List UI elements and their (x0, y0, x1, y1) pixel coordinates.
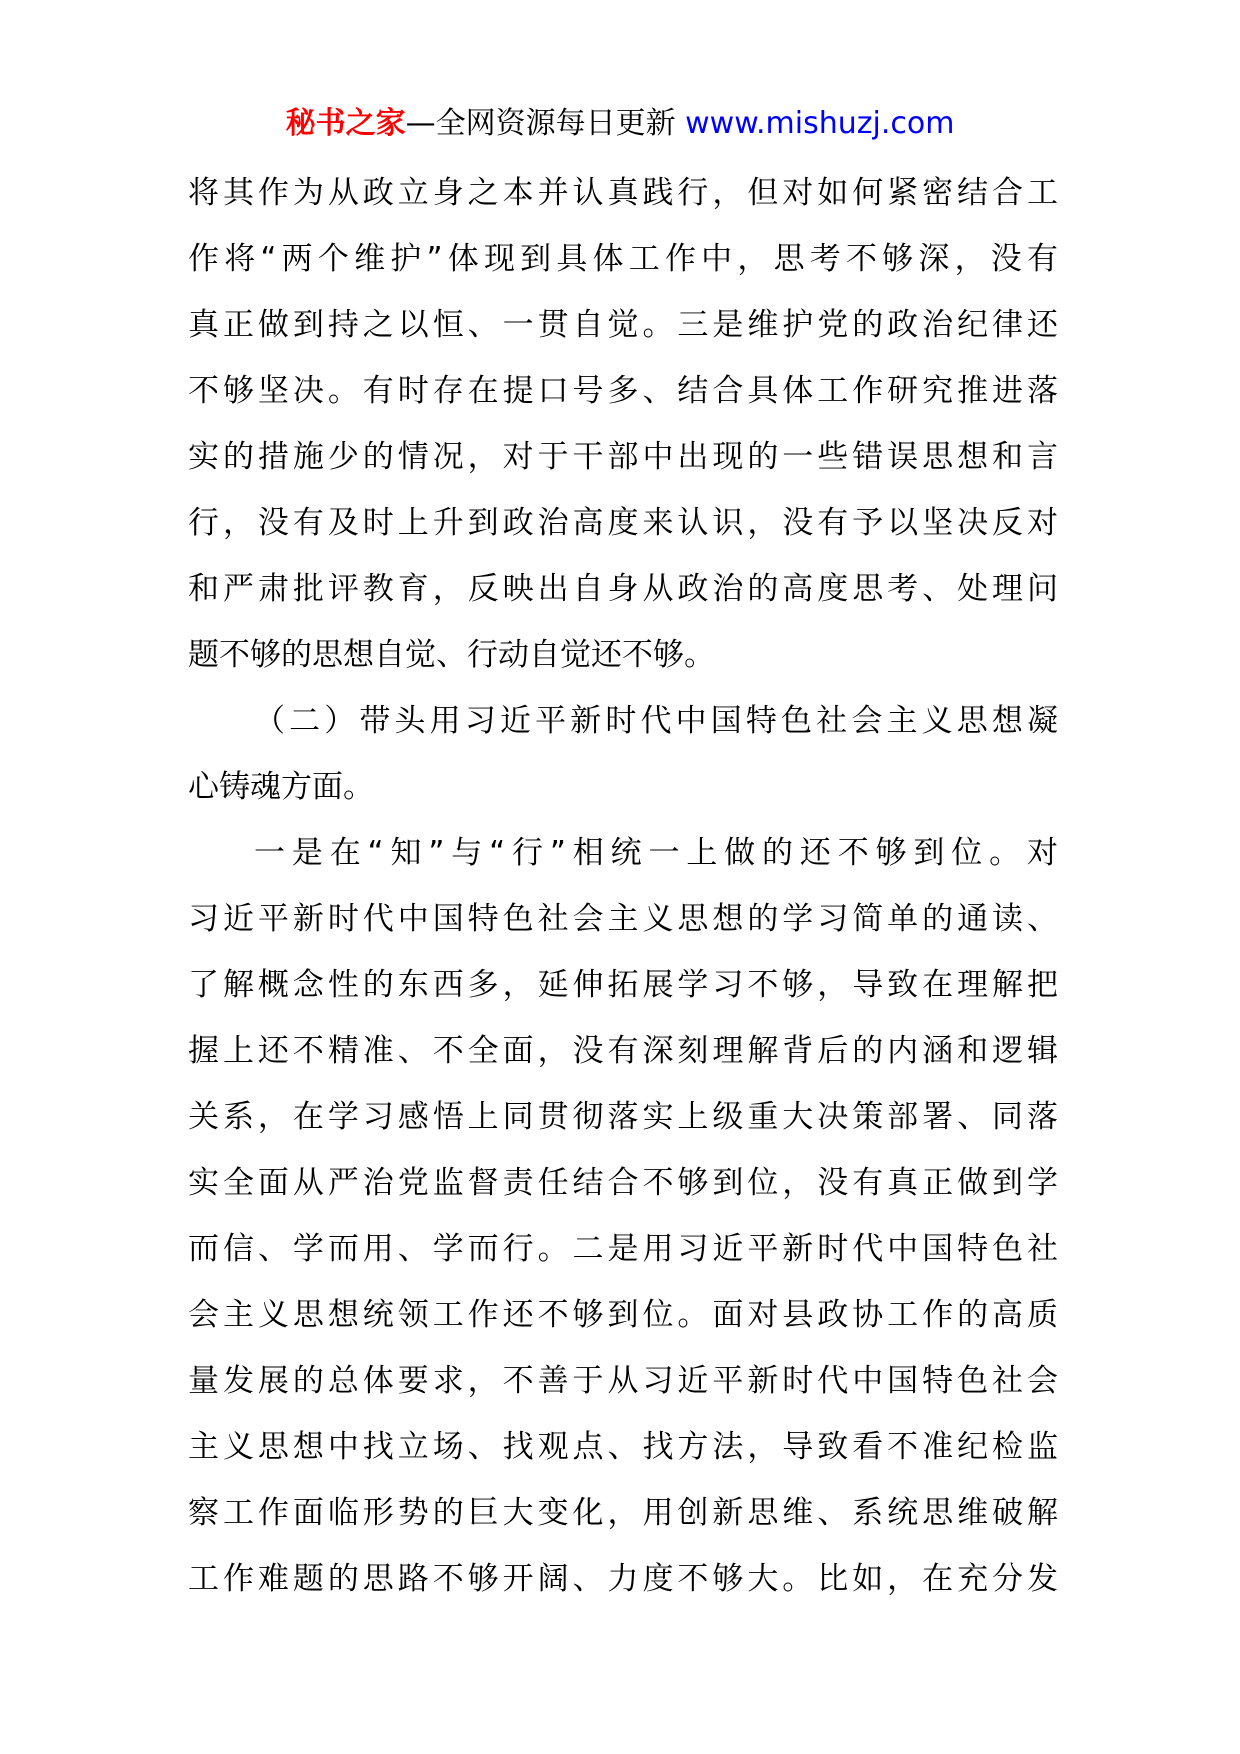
body-line: 实全面从严治党监督责任结合不够到位，没有真正做到学 (188, 1165, 1058, 1201)
body-line: 会主义思想统领工作还不够到位。面对县政协工作的高质 (188, 1297, 1058, 1333)
page-header (0, 104, 1240, 144)
header-brand: 秘书之家 (285, 106, 406, 141)
body-line: 题不够的思想自觉、行动自觉还不够。 (188, 637, 715, 673)
document-body (188, 160, 1058, 1612)
body-line: 了解概念性的东西多，延伸拓展学习不够，导致在理解把 (188, 967, 1058, 1003)
body-line: 关系，在学习感悟上同贯彻落实上级重大决策部署、同落 (188, 1099, 1058, 1135)
body-line: 真正做到持之以恒、一贯自觉。三是维护党的政治纪律还 (188, 307, 1058, 343)
body-line: 一是在“知”与“行”相统一上做的还不够到位。对 (254, 835, 1058, 871)
body-line: 主义思想中找立场、找观点、找方法，导致看不准纪检监 (188, 1429, 1058, 1465)
body-line: 作将“两个维护”体现到具体工作中，思考不够深，没有 (188, 241, 1058, 277)
header-slogan: —全网资源每日更新 (405, 106, 686, 141)
body-line: 将其作为从政立身之本并认真践行，但对如何紧密结合工 (188, 175, 1058, 211)
body-line: 量发展的总体要求，不善于从习近平新时代中国特色社会 (188, 1363, 1058, 1399)
body-line: 而信、学而用、学而行。二是用习近平新时代中国特色社 (188, 1231, 1058, 1267)
header-url-link[interactable]: www.mishuzj.com (685, 106, 955, 141)
body-line: 工作难题的思路不够开阔、力度不够大。比如，在充分发 (188, 1561, 1058, 1597)
body-line: 行，没有及时上升到政治高度来认识，没有予以坚决反对 (188, 505, 1058, 541)
body-line: 握上还不精准、不全面，没有深刻理解背后的内涵和逻辑 (188, 1033, 1058, 1069)
section-heading: 心铸魂方面。 (188, 769, 374, 805)
body-line: 察工作面临形势的巨大变化，用创新思维、系统思维破解 (188, 1495, 1058, 1531)
body-line: 和严肃批评教育，反映出自身从政治的高度思考、处理问 (188, 571, 1058, 607)
section-heading: （二）带头用习近平新时代中国特色社会主义思想凝 (254, 703, 1058, 739)
body-line: 习近平新时代中国特色社会主义思想的学习简单的通读、 (188, 901, 1058, 937)
body-line: 实的措施少的情况，对于干部中出现的一些错误思想和言 (188, 439, 1058, 475)
body-line: 不够坚决。有时存在提口号多、结合具体工作研究推进落 (188, 373, 1058, 409)
